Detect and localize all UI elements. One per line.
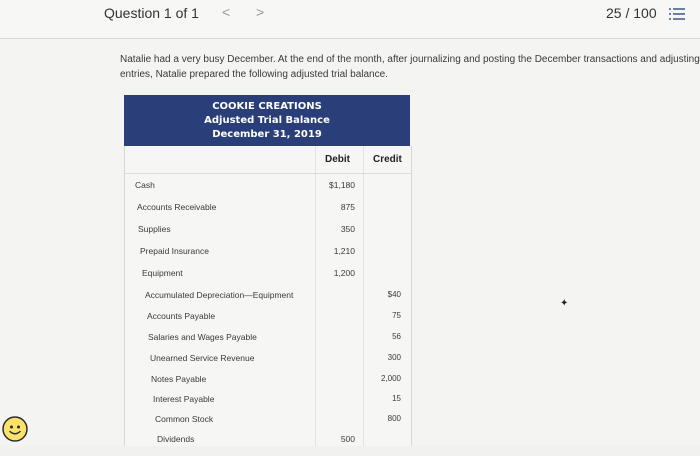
previous-question-button[interactable]: < (222, 4, 231, 20)
account-name: Accounts Receivable (137, 202, 217, 212)
account-name: Prepaid Insurance (140, 246, 209, 256)
account-name: Equipment (142, 268, 183, 278)
credit-amount: 75 (392, 311, 401, 320)
debit-amount: 875 (340, 202, 355, 212)
table-row (125, 268, 411, 290)
credit-column-header: Credit (373, 154, 402, 165)
debit-amount: 350 (340, 224, 355, 234)
company-name: COOKIE CREATIONS (212, 101, 322, 112)
account-name: Salaries and Wages Payable (148, 332, 257, 342)
table-row (125, 290, 411, 312)
table-row (125, 224, 411, 246)
table-row (125, 332, 411, 354)
statement-date: December 31, 2019 (212, 129, 322, 140)
trial-balance-header (124, 95, 410, 146)
table-row (125, 394, 411, 416)
table-row (125, 414, 411, 436)
account-name: Dividends (157, 434, 195, 444)
account-name: Interest Payable (153, 394, 215, 404)
table-row (125, 202, 411, 224)
trial-balance-table (124, 146, 412, 446)
account-name: Supplies (138, 224, 171, 234)
account-name: Common Stock (155, 414, 214, 424)
statement-title: Adjusted Trial Balance (204, 115, 330, 126)
account-name: Notes Payable (151, 374, 207, 384)
table-row (125, 434, 411, 456)
debit-amount: 1,200 (333, 268, 355, 278)
table-row (125, 374, 411, 396)
table-row (125, 180, 411, 202)
table-row (125, 353, 411, 375)
credit-amount: 56 (392, 332, 401, 341)
credit-amount: $40 (387, 290, 401, 299)
debit-amount: $1,180 (329, 180, 355, 190)
account-name: Accumulated Depreciation—Equipment (145, 290, 294, 300)
table-row (125, 246, 411, 268)
question-prompt: Natalie had a very busy December. At the end of the month, after journalizing and posting the December transactions and adjusting entries, Natalie prepared the following adjusted trial balance. (120, 54, 700, 80)
mouse-cursor-icon: ✦ (560, 298, 569, 309)
debit-amount: 500 (340, 434, 355, 444)
credit-amount: 15 (392, 394, 401, 403)
question-content (0, 39, 700, 446)
account-name: Accounts Payable (147, 311, 216, 321)
assistant-icon[interactable] (2, 416, 28, 442)
top-bar (0, 0, 700, 39)
debit-column-header: Debit (325, 154, 350, 165)
header-divider (125, 173, 411, 174)
score-display: 25 / 100 (606, 5, 657, 21)
table-row (125, 311, 411, 333)
next-question-button[interactable]: > (256, 4, 265, 20)
list-icon[interactable] (669, 7, 685, 21)
account-name: Cash (135, 180, 155, 190)
credit-amount: 2,000 (380, 374, 401, 383)
credit-amount: 800 (387, 414, 401, 423)
account-name: Unearned Service Revenue (150, 353, 255, 363)
debit-amount: 1,210 (333, 246, 355, 256)
question-label: Question 1 of 1 (104, 5, 199, 21)
credit-amount: 300 (387, 353, 401, 362)
